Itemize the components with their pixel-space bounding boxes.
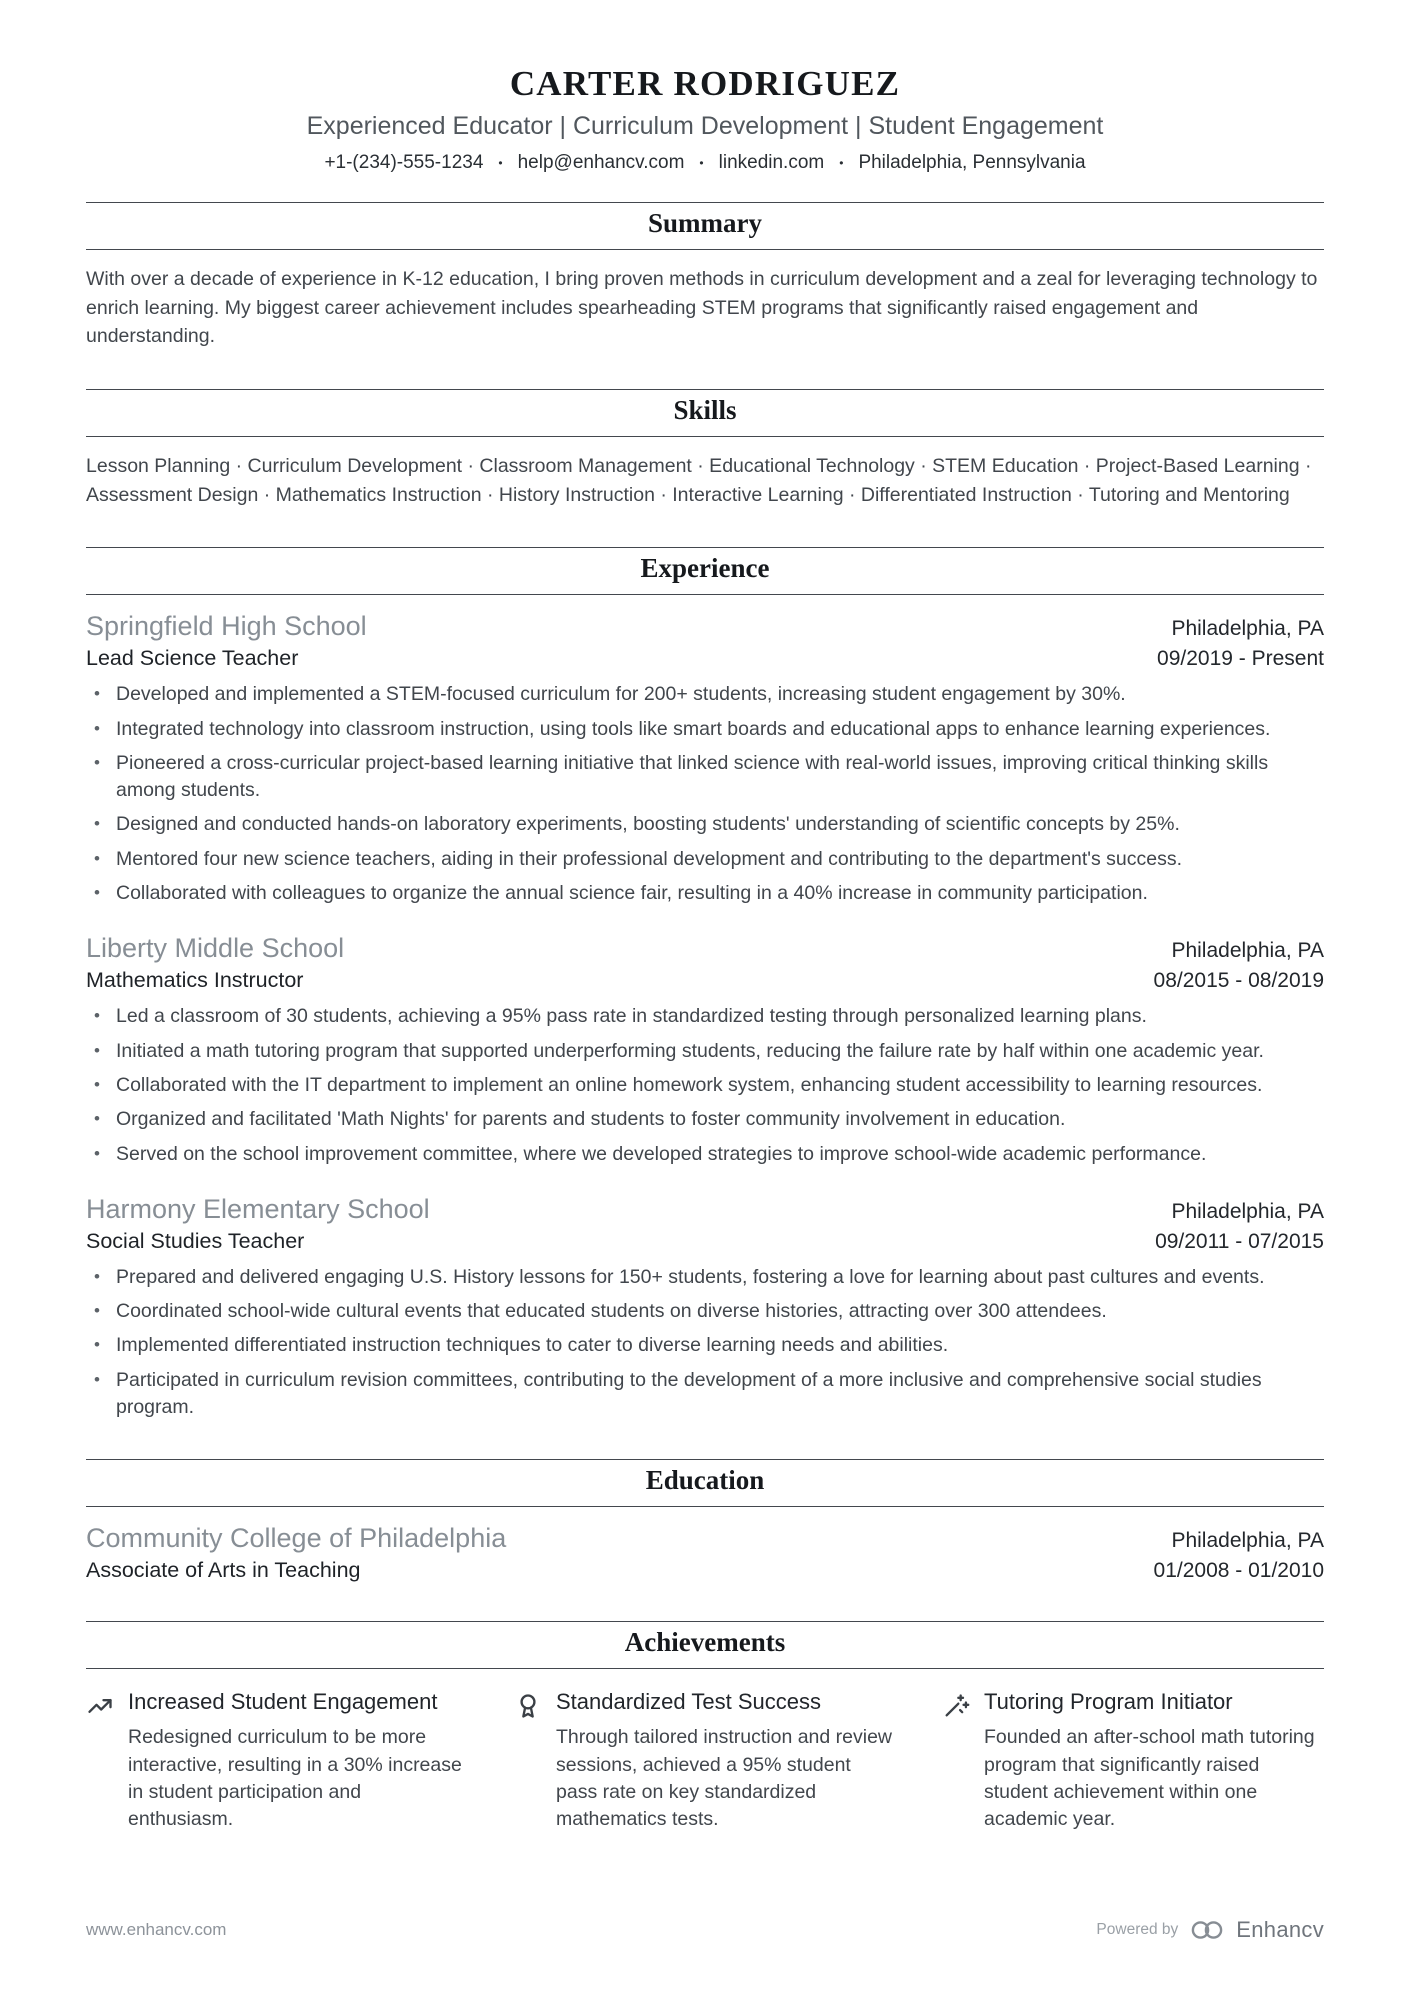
job-dates: 09/2011 - 07/2015 [1155, 1229, 1324, 1253]
experience-bullet: • Integrated technology into classroom instruction, using tools like smart boards and educational apps to enhance learning experiences. [86, 716, 1324, 743]
medal-icon [514, 1692, 542, 1720]
achievement-body [556, 1689, 896, 1833]
contact-linkedin[interactable]: linkedin.com [718, 152, 825, 173]
degree-name: Associate of Arts in Teaching [86, 1558, 361, 1583]
achievement-title: Tutoring Program Initiator [984, 1689, 1233, 1715]
experience-bullet: • Collaborated with colleagues to organize the annual science fair, resulting in a 40% increase in community participation. [86, 880, 1324, 907]
entry-header [86, 1194, 1324, 1225]
achievement-text: Founded an after-school math tutoring program that significantly raised student achievement within one academic year. [984, 1726, 1315, 1831]
experience-entry [86, 1194, 1324, 1421]
experience-bullet: • Participated in curriculum revision committees, contributing to the development of a more inclusive and comprehensive social studies program. [86, 1367, 1324, 1422]
company-location: Philadelphia, PA [1171, 939, 1324, 963]
summary-section [86, 202, 1324, 351]
skills-section [86, 389, 1324, 509]
school-name: Community College of Philadelphia [86, 1523, 507, 1554]
contact-phone: +1-(234)-555-1234 [324, 152, 484, 173]
experience-section [86, 547, 1324, 1421]
experience-bullets [86, 681, 1324, 907]
achievement-item [942, 1689, 1324, 1833]
experience-bullet: • Led a classroom of 30 students, achieving a 95% pass rate in standardized testing through personalized learning plans. [86, 1003, 1324, 1030]
brand-name: Enhancv [1236, 1917, 1324, 1942]
contact-email[interactable]: help@enhancv.com [517, 152, 685, 173]
achievement-body [984, 1689, 1324, 1833]
achievement-title: Standardized Test Success [556, 1689, 821, 1715]
job-title: Social Studies Teacher [86, 1228, 305, 1253]
powered-by[interactable] [1096, 1917, 1324, 1943]
contact-separator: • [699, 156, 704, 170]
company-location: Philadelphia, PA [1171, 1199, 1324, 1223]
contact-separator: • [498, 156, 503, 170]
experience-bullet: • Served on the school improvement committee, where we developed strategies to improve school-wide academic performance. [86, 1141, 1324, 1168]
page-footer [86, 1917, 1324, 1943]
job-title: Mathematics Instructor [86, 968, 304, 993]
powered-by-label: Powered by [1096, 1921, 1179, 1938]
summary-text: With over a decade of experience in K-12 education, I bring proven methods in curriculum development and a zeal for leveraging technology to enrich learning. My biggest career achievement includes spearheading STEM programs that significantly raised engagement and understanding. [86, 268, 1318, 348]
achievement-item [514, 1689, 896, 1833]
experience-entry [86, 611, 1324, 907]
section-title-skills: Skills [86, 389, 1324, 437]
job-dates: 08/2015 - 08/2019 [1153, 969, 1324, 993]
entry-header [86, 1523, 1324, 1554]
experience-entry [86, 933, 1324, 1167]
experience-bullets [86, 1264, 1324, 1421]
achievement-body [128, 1689, 468, 1833]
achievement-text: Through tailored instruction and review sessions, achieved a 95% student pass rate on key standardized mathematics tests. [556, 1726, 893, 1831]
education-section [86, 1459, 1324, 1583]
job-title: Lead Science Teacher [86, 646, 299, 671]
enhancv-logo-icon [1189, 1919, 1225, 1941]
experience-bullet: • Coordinated school-wide cultural events that educated students on diverse histories, attracting over 300 attendees. [86, 1298, 1324, 1325]
education-entry [86, 1523, 1324, 1583]
company-location: Philadelphia, PA [1171, 617, 1324, 641]
experience-bullet: • Pioneered a cross-curricular project-based learning initiative that linked science with real-world issues, improving critical thinking skills among students. [86, 750, 1324, 805]
achievements-grid [86, 1689, 1324, 1833]
experience-bullet: • Developed and implemented a STEM-focused curriculum for 200+ students, increasing student engagement by 30%. [86, 681, 1324, 708]
experience-bullet: • Prepared and delivered engaging U.S. History lessons for 150+ students, fostering a love for learning about past cultures and events. [86, 1264, 1324, 1291]
experience-bullet: • Collaborated with the IT department to implement an online homework system, enhancing student accessibility to learning resources. [86, 1072, 1324, 1099]
experience-bullet: • Initiated a math tutoring program that supported underperforming students, reducing the failure rate by half within one academic year. [86, 1038, 1324, 1065]
experience-bullet: • Organized and facilitated 'Math Nights' for parents and students to foster community involvement in education. [86, 1106, 1324, 1133]
company-name: Liberty Middle School [86, 933, 345, 964]
experience-bullet: • Mentored four new science teachers, aiding in their professional development and contributing to the department's success. [86, 846, 1324, 873]
achievement-text: Redesigned curriculum to be more interactive, resulting in a 30% increase in student participation and enthusiasm. [128, 1726, 462, 1831]
entry-header [86, 611, 1324, 642]
section-title-education: Education [86, 1459, 1324, 1507]
candidate-title: Experienced Educator | Curriculum Development | Student Engagement [306, 112, 1104, 140]
entry-header [86, 933, 1324, 964]
magic-wand-icon [942, 1692, 970, 1720]
section-title-achievements: Achievements [86, 1621, 1324, 1669]
website-link[interactable]: www.enhancv.com [86, 1920, 227, 1939]
degree-dates: 01/2008 - 01/2010 [1153, 1559, 1324, 1583]
entry-subheader [86, 646, 1324, 671]
achievement-item [86, 1689, 468, 1833]
contact-location: Philadelphia, Pennsylvania [858, 152, 1086, 173]
experience-bullets [86, 1003, 1324, 1167]
skills-text: Lesson Planning · Curriculum Development · Classroom Management · Educational Technology · STEM Education · Project-Based Learning · Assessment Design · Mathematics Instruction · History Instruction · Interactive Learning · Differentiated Instruction · Tutoring and Mentoring [86, 454, 1312, 506]
section-title-summary: Summary [86, 202, 1324, 250]
growth-arrow-icon [86, 1692, 114, 1720]
candidate-name: CARTER RODRIGUEZ [509, 64, 901, 103]
contact-row [86, 152, 1324, 174]
entry-subheader [86, 1558, 1324, 1583]
job-dates: 09/2019 - Present [1157, 647, 1324, 671]
school-location: Philadelphia, PA [1171, 1529, 1324, 1553]
company-name: Springfield High School [86, 611, 367, 642]
resume-header [86, 64, 1324, 174]
experience-bullet: • Implemented differentiated instruction techniques to cater to diverse learning needs and abilities. [86, 1332, 1324, 1359]
company-name: Harmony Elementary School [86, 1193, 430, 1224]
entry-subheader [86, 968, 1324, 993]
experience-bullet: • Designed and conducted hands-on laboratory experiments, boosting students' understanding of scientific concepts by 25%. [86, 811, 1324, 838]
achievement-title: Increased Student Engagement [128, 1689, 438, 1715]
contact-separator: • [839, 156, 844, 170]
section-title-experience: Experience [86, 547, 1324, 595]
entry-subheader [86, 1229, 1324, 1254]
achievements-section [86, 1621, 1324, 1833]
